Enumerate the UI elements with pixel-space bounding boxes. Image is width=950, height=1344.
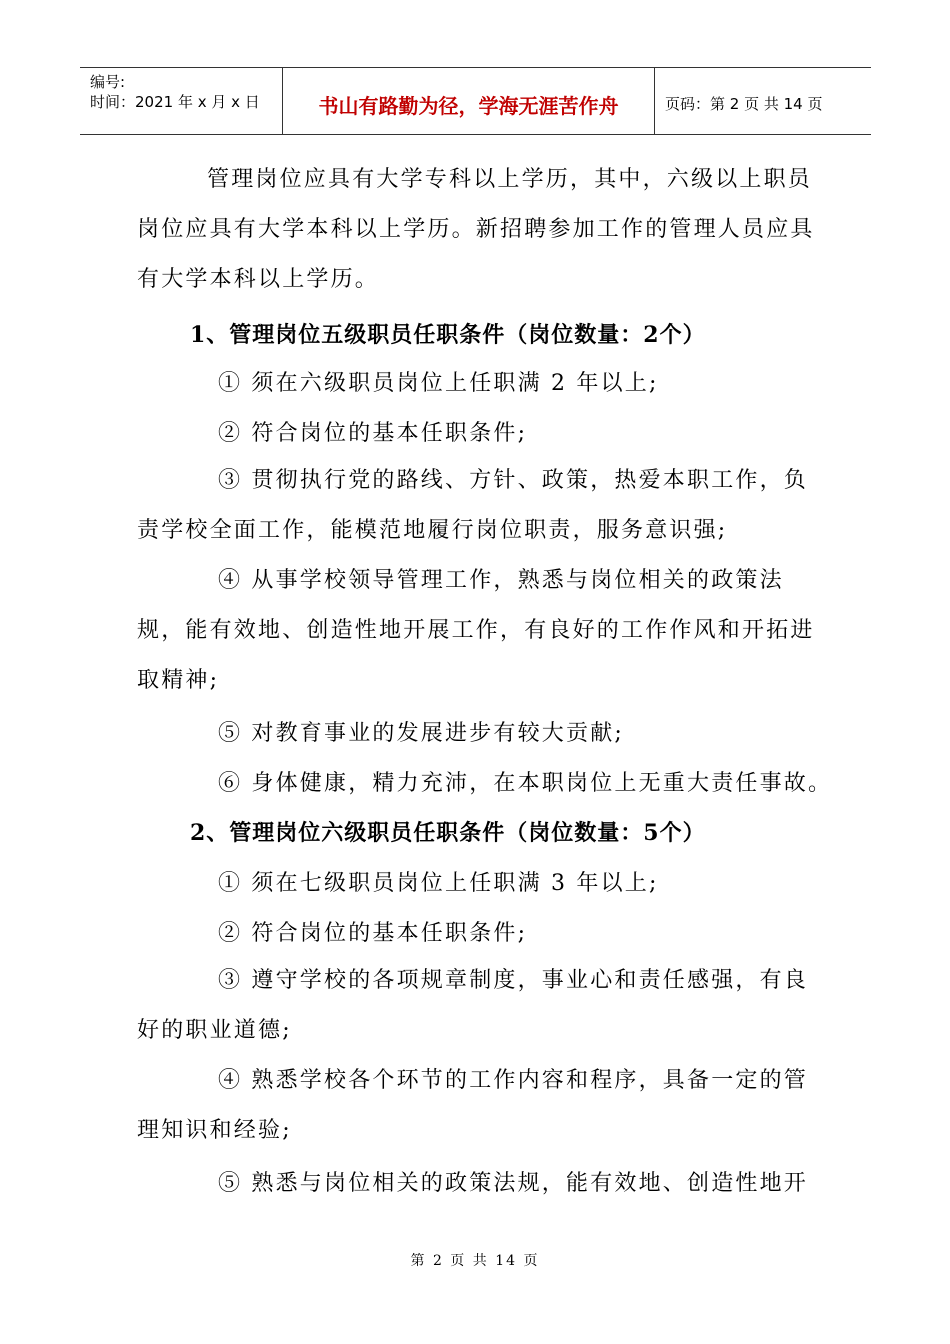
section1-item-6: ⑥ 身体健康，精力充沛，在本职岗位上无重大责任事故。 [218,771,833,796]
page-footer: 第 2 页 共 14 页 [410,1253,540,1269]
section1-item-5: ⑤ 对教育事业的发展进步有较大贡献; [218,721,625,746]
section1-item-3: ③ 贯彻执行党的路线、方针、政策，热爱本职工作，负责学校全面工作，能模范地履行岗位职责，服务意识强; [137,468,808,543]
section2-item-3: ③ 遵守学校的各项规章制度，事业心和责任感强，有良好的职业道德; [137,968,808,1043]
header-motto: 书山有路勤为径，学海无涯苦作舟 [283,68,655,134]
section2-heading: 2、管理岗位六级职员任职条件（岗位数量：5个） [190,820,706,846]
section1-item-4: ④ 从事学校领导管理工作，熟悉与岗位相关的政策法规，能有效地、创造性地开展工作，有良好的工作作风和开拓进取精神; [137,568,815,693]
section1-heading: 1、管理岗位五级职员任职条件（岗位数量：2个） [190,322,706,348]
section2-item-2: ② 符合岗位的基本任职条件; [218,921,528,946]
section2-item-5: ⑤ 熟悉与岗位相关的政策法规，能有效地、创造性地开 [218,1171,808,1196]
section2-item-1: ① 须在七级职员岗位上任职满 3 年以上; [218,871,659,896]
intro-paragraph: 管理岗位应具有大学专科以上学历，其中，六级以上职员岗位应具有大学本科以上学历。新招聘参加工作的管理人员应具有大学本科以上学历。 [137,167,815,292]
page-header [80,67,871,135]
section1-item-1: ① 须在六级职员岗位上任职满 2 年以上; [218,371,659,396]
section1-item-2: ② 符合岗位的基本任职条件; [218,421,528,446]
document-time-label: 时间：2021 年 x 月 x 日 [90,93,260,111]
header-meta [80,68,283,134]
document-number-label: 编号: [90,73,126,91]
header-page-info: 页码：第 2 页 共 14 页 [665,94,823,113]
section2-item-4: ④ 熟悉学校各个环节的工作内容和程序，具备一定的管理知识和经验; [137,1068,808,1143]
